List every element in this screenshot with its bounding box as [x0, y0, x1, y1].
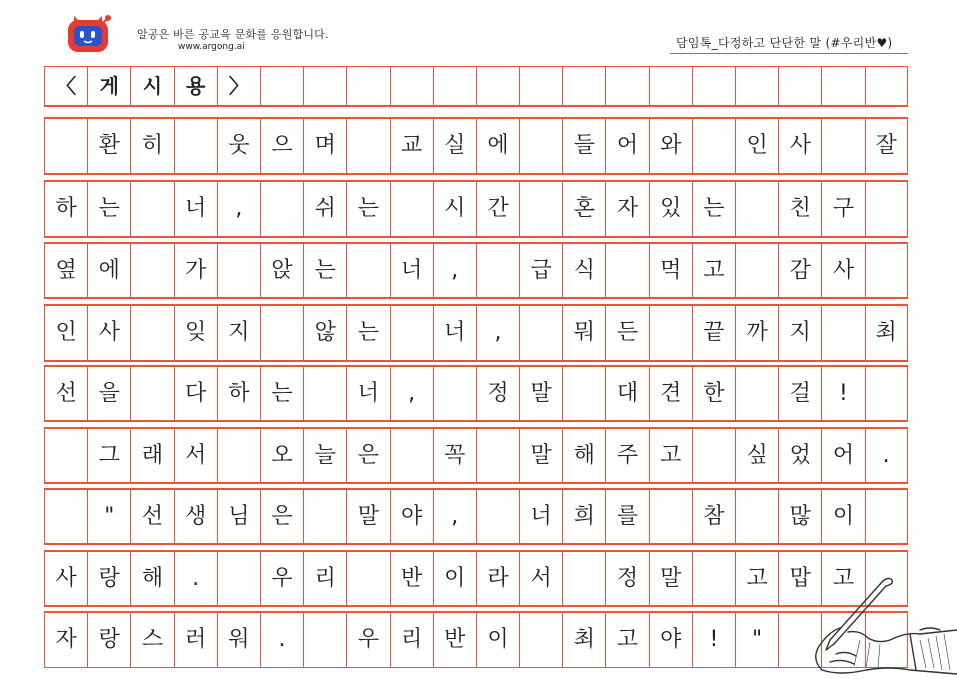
grid-cell: [44, 119, 87, 173]
grid-cell: .: [260, 613, 303, 667]
grid-cell: ,: [433, 244, 476, 297]
grid-cell: 에: [476, 119, 519, 173]
grid-cell: 으: [260, 119, 303, 173]
grid-cell: 고: [821, 552, 864, 605]
grid-cell: 서: [519, 552, 562, 605]
grid-cell: [735, 490, 778, 543]
grid-cell: 구: [821, 182, 864, 236]
grid-row: [44, 118, 908, 174]
grid-cell: 든: [605, 306, 648, 360]
grid-cell: [778, 67, 821, 105]
grid-cell: [390, 67, 433, 105]
grid-cell: 해: [130, 552, 173, 605]
grid-cell: 꼭: [433, 429, 476, 482]
grid-cell: [130, 182, 173, 236]
grid-cell: 해: [562, 429, 605, 482]
grid-cell: [692, 552, 735, 605]
grid-cell: 고: [735, 552, 778, 605]
grid-cell: 고: [692, 244, 735, 297]
grid-cell: 반: [390, 552, 433, 605]
grid-cell: [303, 490, 346, 543]
grid-cell: 선: [130, 490, 173, 543]
grid-cell: 시: [130, 67, 173, 105]
grid-cell: 실: [433, 119, 476, 173]
grid-cell: 리: [390, 613, 433, 667]
grid-cell: [821, 306, 864, 360]
grid-cell: 를: [605, 490, 648, 543]
grid-cell: 랑: [87, 613, 130, 667]
grid-cell: 늘: [303, 429, 346, 482]
grid-cell: [130, 306, 173, 360]
grid-cell: 이: [821, 490, 864, 543]
grid-cell: 희: [562, 490, 605, 543]
grid-cell: [649, 67, 692, 105]
grid-cell: [519, 306, 562, 360]
grid-cell: [692, 67, 735, 105]
grid-cell: 어: [821, 429, 864, 482]
grid-cell: [865, 367, 908, 420]
grid-cell: 스: [130, 613, 173, 667]
grid-cell: 환: [87, 119, 130, 173]
grid-cell: 다: [174, 367, 217, 420]
grid-cell: [519, 182, 562, 236]
grid-cell: 말: [519, 367, 562, 420]
page-header: [0, 0, 957, 62]
grid-cell: [303, 67, 346, 105]
grid-cell: 정: [476, 367, 519, 420]
grid-cell: 은: [260, 490, 303, 543]
grid-cell: [476, 244, 519, 297]
grid-row: [44, 428, 908, 483]
grid-cell: .: [865, 429, 908, 482]
grid-cell: 지: [778, 306, 821, 360]
grid-cell: 히: [130, 119, 173, 173]
grid-cell: 식: [562, 244, 605, 297]
grid-cell: 너: [519, 490, 562, 543]
grid-cell: 옆: [44, 244, 87, 297]
grid-cell: ": [87, 490, 130, 543]
grid-cell: [174, 119, 217, 173]
grid-cell: ,: [476, 306, 519, 360]
grid-cell: [44, 490, 87, 543]
title-underline: [670, 53, 908, 54]
grid-cell: [303, 367, 346, 420]
grid-cell: 는: [346, 182, 389, 236]
grid-cell: [519, 613, 562, 667]
grid-cell: 많: [778, 490, 821, 543]
grid-cell: 참: [692, 490, 735, 543]
grid-cell: [303, 613, 346, 667]
grid-cell: [217, 244, 260, 297]
grid-cell: [390, 182, 433, 236]
grid-cell: 시: [433, 182, 476, 236]
grid-cell: 러: [174, 613, 217, 667]
grid-cell: 자: [44, 613, 87, 667]
robot-mascot-icon: [60, 10, 116, 56]
grid-cell: [562, 552, 605, 605]
grid-cell: [346, 119, 389, 173]
page-title: 담임톡_다정하고 단단한 말 (#우리반♥): [676, 36, 893, 50]
grid-cell: 교: [390, 119, 433, 173]
grid-cell: [735, 367, 778, 420]
grid-cell: 사: [821, 244, 864, 297]
grid-cell: [865, 182, 908, 236]
grid-cell: 뭐: [562, 306, 605, 360]
grid-cell: 이: [476, 613, 519, 667]
grid-cell: 인: [44, 306, 87, 360]
grid-cell: 간: [476, 182, 519, 236]
grid-cell: 오: [260, 429, 303, 482]
grid-cell: 용: [174, 67, 217, 105]
row-gap-band: [44, 106, 908, 118]
grid-cell: 먹: [649, 244, 692, 297]
grid-cell: 급: [519, 244, 562, 297]
grid-row: [44, 243, 908, 298]
grid-cell: [476, 490, 519, 543]
grid-cell: 고: [649, 429, 692, 482]
grid-cell: ,: [390, 367, 433, 420]
grid-cell: [260, 306, 303, 360]
grid-cell: [44, 429, 87, 482]
grid-cell: 지: [217, 306, 260, 360]
grid-cell: 반: [433, 613, 476, 667]
grid-cell: 어: [605, 119, 648, 173]
grid-cell: ,: [433, 490, 476, 543]
grid-cell: 앉: [260, 244, 303, 297]
grid-cell: 는: [260, 367, 303, 420]
grid-row: [44, 366, 908, 421]
grid-cell: 게: [87, 67, 130, 105]
grid-cell: 〈: [44, 67, 87, 105]
grid-cell: [735, 244, 778, 297]
grid-cell: 와: [649, 119, 692, 173]
grid-cell: !: [821, 367, 864, 420]
grid-cell: 는: [692, 182, 735, 236]
grid-row: [44, 181, 908, 237]
grid-cell: 있: [649, 182, 692, 236]
grid-cell: ": [735, 613, 778, 667]
grid-cell: 랑: [87, 552, 130, 605]
grid-cell: 혼: [562, 182, 605, 236]
grid-cell: 너: [346, 367, 389, 420]
grid-cell: [476, 429, 519, 482]
row-gap-band: [44, 421, 908, 428]
grid-cell: .: [174, 552, 217, 605]
header-url[interactable]: www.argong.ai: [178, 42, 245, 52]
header-slogan: 알공은 바른 공교육 문화를 응원합니다.: [137, 28, 329, 41]
grid-cell: 님: [217, 490, 260, 543]
grid-cell: 걸: [778, 367, 821, 420]
grid-cell: 가: [174, 244, 217, 297]
grid-cell: [735, 182, 778, 236]
grid-cell: 까: [735, 306, 778, 360]
grid-cell: 우: [346, 613, 389, 667]
grid-cell: [433, 367, 476, 420]
grid-cell: [433, 67, 476, 105]
grid-cell: [865, 490, 908, 543]
grid-cell: 친: [778, 182, 821, 236]
grid-cell: 우: [260, 552, 303, 605]
grid-cell: 웃: [217, 119, 260, 173]
grid-cell: [692, 119, 735, 173]
grid-cell: 〉: [217, 67, 260, 105]
grid-cell: [346, 552, 389, 605]
grid-cell: [476, 67, 519, 105]
grid-cell: 야: [649, 613, 692, 667]
grid-cell: 하: [44, 182, 87, 236]
grid-cell: 말: [649, 552, 692, 605]
grid-cell: 자: [605, 182, 648, 236]
grid-cell: [649, 306, 692, 360]
grid-cell: 는: [303, 244, 346, 297]
grid-cell: 말: [346, 490, 389, 543]
grid-row: [44, 66, 908, 106]
grid-cell: 인: [735, 119, 778, 173]
grid-cell: 잊: [174, 306, 217, 360]
row-gap-band: [44, 298, 908, 305]
grid-cell: 사: [87, 306, 130, 360]
grid-cell: 최: [865, 306, 908, 360]
grid-cell: 견: [649, 367, 692, 420]
grid-cell: 않: [303, 306, 346, 360]
grid-cell: 정: [605, 552, 648, 605]
grid-cell: [130, 367, 173, 420]
grid-cell: 하: [217, 367, 260, 420]
grid-cell: [821, 119, 864, 173]
grid-cell: 라: [476, 552, 519, 605]
grid-cell: [865, 244, 908, 297]
hand-writing-with-pen-icon: [770, 570, 957, 679]
grid-cell: 사: [44, 552, 87, 605]
grid-cell: 을: [87, 367, 130, 420]
grid-cell: 리: [303, 552, 346, 605]
grid-cell: [519, 67, 562, 105]
grid-cell: 말: [519, 429, 562, 482]
grid-cell: 잘: [865, 119, 908, 173]
grid-cell: 생: [174, 490, 217, 543]
grid-cell: [821, 67, 864, 105]
grid-cell: 는: [87, 182, 130, 236]
grid-cell: [346, 244, 389, 297]
grid-cell: [692, 429, 735, 482]
grid-cell: ,: [217, 182, 260, 236]
grid-cell: [562, 367, 605, 420]
grid-cell: [735, 67, 778, 105]
grid-cell: [260, 182, 303, 236]
row-gap-band: [44, 174, 908, 181]
grid-cell: 서: [174, 429, 217, 482]
grid-cell: 끝: [692, 306, 735, 360]
grid-cell: [390, 429, 433, 482]
grid-cell: 야: [390, 490, 433, 543]
grid-cell: 맙: [778, 552, 821, 605]
grid-cell: 감: [778, 244, 821, 297]
grid-cell: [519, 119, 562, 173]
grid-cell: !: [692, 613, 735, 667]
grid-cell: 대: [605, 367, 648, 420]
grid-cell: [649, 490, 692, 543]
grid-cell: 고: [605, 613, 648, 667]
grid-cell: 에: [87, 244, 130, 297]
grid-cell: [130, 244, 173, 297]
grid-cell: 쉬: [303, 182, 346, 236]
grid-cell: 은: [346, 429, 389, 482]
grid-cell: [346, 67, 389, 105]
grid-cell: 래: [130, 429, 173, 482]
grid-cell: 사: [778, 119, 821, 173]
grid-cell: [217, 552, 260, 605]
grid-cell: [260, 67, 303, 105]
row-gap-band: [44, 544, 908, 551]
grid-cell: 너: [433, 306, 476, 360]
grid-cell: 었: [778, 429, 821, 482]
grid-cell: [605, 67, 648, 105]
grid-row: [44, 489, 908, 544]
grid-cell: [605, 244, 648, 297]
grid-cell: 들: [562, 119, 605, 173]
grid-row: [44, 305, 908, 361]
grid-cell: 며: [303, 119, 346, 173]
grid-cell: 너: [390, 244, 433, 297]
grid-cell: [562, 67, 605, 105]
grid-cell: 너: [174, 182, 217, 236]
grid-cell: 싶: [735, 429, 778, 482]
grid-cell: 이: [433, 552, 476, 605]
grid-cell: [390, 306, 433, 360]
grid-cell: [217, 429, 260, 482]
grid-cell: 는: [346, 306, 389, 360]
grid-cell: 선: [44, 367, 87, 420]
grid-cell: [865, 67, 908, 105]
grid-cell: 주: [605, 429, 648, 482]
grid-cell: 워: [217, 613, 260, 667]
grid-cell: 한: [692, 367, 735, 420]
grid-cell: 그: [87, 429, 130, 482]
grid-cell: 최: [562, 613, 605, 667]
